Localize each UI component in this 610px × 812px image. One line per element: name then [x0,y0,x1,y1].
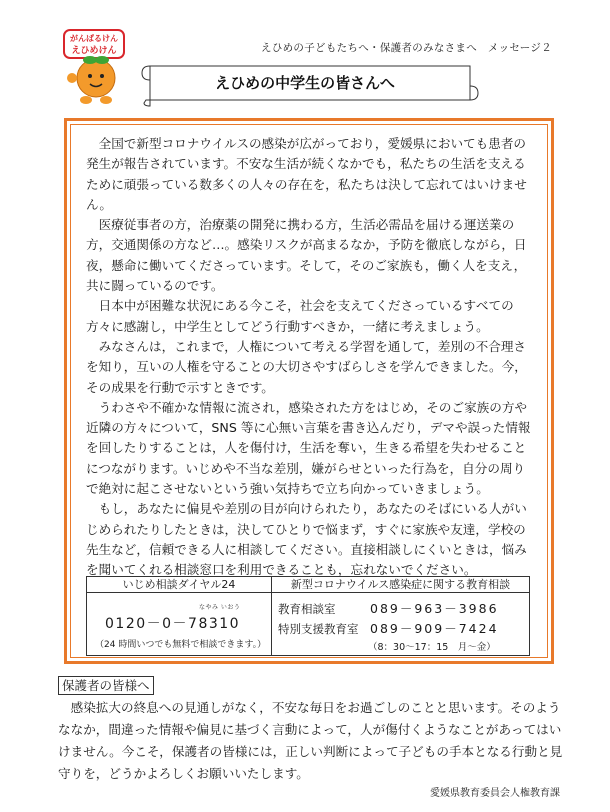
body-paragraph: 日本中が困難な状況にある今こそ，社会を支えてくださっているすべての方々に感謝し，中学生としてどう行動すべきか，一緒に考えましょう。 [86,298,514,334]
message-body [86,134,534,581]
series-label: えひめの子どもたちへ・保護者のみなさまへ メッセージ２ [261,42,552,54]
footer-issuer: 愛媛県教育委員会人権教育課 [430,788,560,799]
guardians-paragraph: 感染拡大の終息への見通しがなく，不安な毎日をお過ごしのことと思います。そのようななか，間違った情報や偏見に基づく言動によって，人が傷付くようなことがあってはいけません。今こそ，保護者の皆様には，正しい判断によって子どもの手本となる行動と見守りを，どうかよろしくお願いいたします。 [58,700,563,781]
education-header: 新型コロナウイルス感染症に関する教育相談 [272,577,530,593]
guardians-label: 保護者の皆様へ [58,676,154,695]
dial-phone-number[interactable]: 0120－0－78310 [105,616,241,632]
education-row-label: 特別支援教育室 [278,622,359,636]
dial-ruby: なやみ いおう [199,604,241,611]
body-paragraph: もし，あなたに偏見や差別の目が向けられたり，あなたのそばにいる人がいじめられたりしたときは，決してひとりで悩まず，すぐに家族や友達，学校の先生など，信頼できる人に相談してください。直接相談しにくいときは，悩みを聞いてくれる相談窓口を利用できることも，忘れないでください。 [86,501,527,578]
page-title: えひめの中学生の皆さんへ [215,74,395,92]
body-paragraph: 医療従事者の方，治療薬の開発に携わる方，生活必需品を届ける運送業の方，交通関係の方など…。感染リスクが高まるなか，予防を徹底しながら，日夜，懸命に働いてくださっています。そして，そのご家族も，働く人を支え，共に闘っているのです。 [86,217,527,294]
dial-note: （24 時間いつでも無料で相談できます。） [95,640,267,650]
body-paragraph: うわさや不確かな情報に流され，感染された方をはじめ，そのご家族の方や近隣の方々について，SNS 等に心無い言葉を書き込んだり，デマや誤った情報を回したりすることは，人を傷付け，生活を奪い，生きる希望を失わせることにつながります。いじめや不当な差別，嫌がらせといった行為を，自分の周りで絶対に起こさせないという強い気持ちで立ち向かっていきましょう。 [86,399,531,497]
logo-text-bottom: えひめけん [71,46,117,56]
body-paragraph: みなさんは，これまで，人権について考える学習を通して，差別の不合理さを知り，互いの人権を守ることの大切さやすばらしさを学んできました。今，その成果を行動で示すときです。 [86,338,527,395]
education-hours: （8：30～17：15 月～金） [368,642,496,653]
education-row-label: 教育相談室 [278,602,336,616]
education-row [278,619,499,637]
education-phone-number[interactable]: 089－963－3986 [370,601,499,616]
dial-cell [87,593,272,656]
logo-text-top: がんばるけん [70,34,118,43]
consultation-table [86,576,530,656]
education-cell [272,593,530,656]
body-paragraph: 全国で新型コロナウイルスの感染が広がっており，愛媛県においても患者の発生が報告されています。不安な生活が続くなかでも，私たちの生活を支えるために頑張っている数多くの人々の存在を，私たちは決して忘れてはいけません。 [86,136,527,212]
guardians-message [58,697,566,785]
education-phone-number[interactable]: 089－909－7424 [370,621,499,636]
dial-header: いじめ相談ダイヤル24 [87,577,272,593]
mascot-logo [58,26,130,106]
education-row [278,599,499,617]
